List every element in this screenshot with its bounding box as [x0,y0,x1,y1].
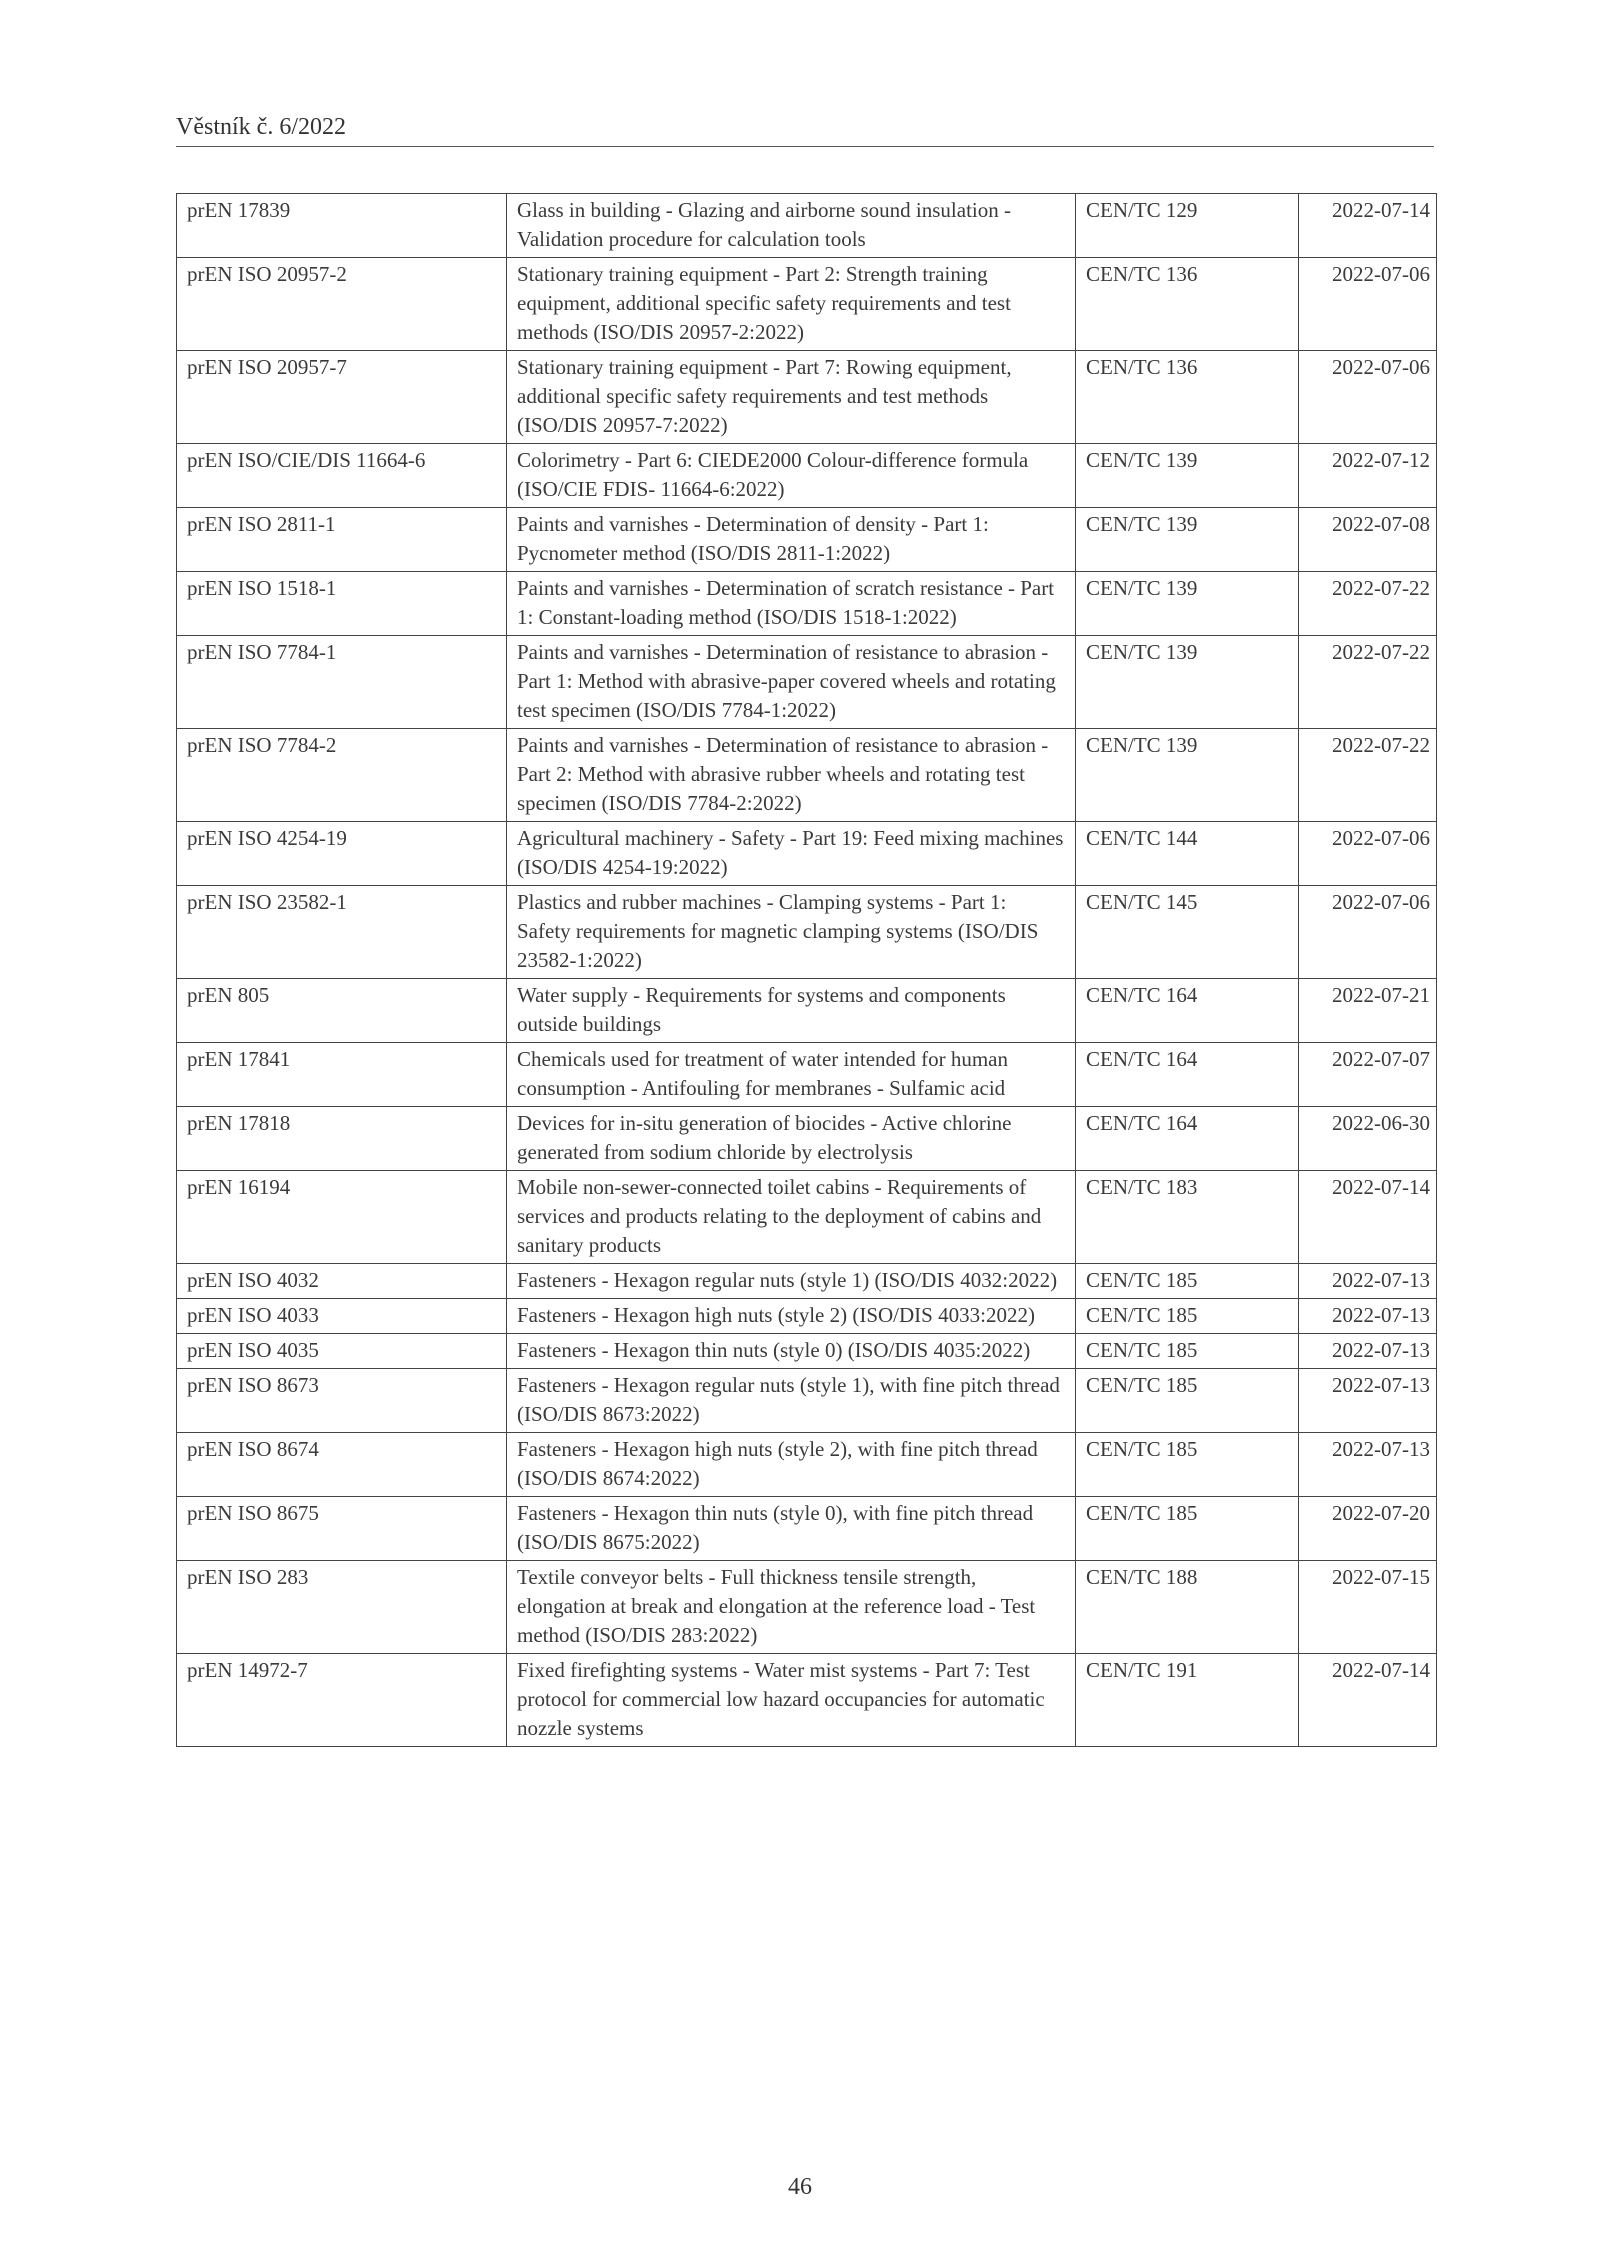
table-row [177,822,1437,886]
deadline-date-cell: 2022-07-15 [1299,1561,1437,1654]
deadline-date-cell: 2022-07-08 [1299,508,1437,572]
deadline-date-cell: 2022-07-06 [1299,351,1437,444]
deadline-date-cell: 2022-07-13 [1299,1334,1437,1369]
table-row [177,1654,1437,1747]
standard-code-cell: prEN ISO/CIE/DIS 11664-6 [177,444,507,508]
technical-committee-cell: CEN/TC 144 [1076,822,1299,886]
technical-committee-cell: CEN/TC 164 [1076,1043,1299,1107]
technical-committee-cell: CEN/TC 145 [1076,886,1299,979]
standards-table [176,193,1437,1747]
technical-committee-cell: CEN/TC 164 [1076,979,1299,1043]
standard-title-cell: Water supply - Requirements for systems and components outside buildings [507,979,1076,1043]
standard-title-cell: Mobile non-sewer-connected toilet cabins - Requirements of services and products relating to the deployment of cabins and sanitary products [507,1171,1076,1264]
deadline-date-cell: 2022-07-21 [1299,979,1437,1043]
deadline-date-cell: 2022-07-13 [1299,1369,1437,1433]
table-row [177,508,1437,572]
technical-committee-cell: CEN/TC 185 [1076,1433,1299,1497]
technical-committee-cell: CEN/TC 136 [1076,351,1299,444]
deadline-date-cell: 2022-07-06 [1299,886,1437,979]
standard-code-cell: prEN ISO 1518-1 [177,572,507,636]
standard-code-cell: prEN ISO 20957-7 [177,351,507,444]
table-row [177,1433,1437,1497]
standard-code-cell: prEN ISO 8675 [177,1497,507,1561]
table-row [177,572,1437,636]
standard-title-cell: Fixed firefighting systems - Water mist systems - Part 7: Test protocol for commercial low hazard occupancies for automatic nozzle systems [507,1654,1076,1747]
standard-code-cell: prEN ISO 7784-2 [177,729,507,822]
standard-code-cell: prEN 17841 [177,1043,507,1107]
technical-committee-cell: CEN/TC 188 [1076,1561,1299,1654]
standard-title-cell: Colorimetry - Part 6: CIEDE2000 Colour-difference formula (ISO/CIE FDIS- 11664-6:2022) [507,444,1076,508]
table-row [177,1497,1437,1561]
standard-title-cell: Stationary training equipment - Part 2: Strength training equipment, additional specific safety requirements and test methods (ISO/DIS 20957-2:2022) [507,258,1076,351]
table-row [177,258,1437,351]
deadline-date-cell: 2022-07-13 [1299,1433,1437,1497]
technical-committee-cell: CEN/TC 185 [1076,1334,1299,1369]
technical-committee-cell: CEN/TC 139 [1076,636,1299,729]
standard-title-cell: Fasteners - Hexagon regular nuts (style 1) (ISO/DIS 4032:2022) [507,1264,1076,1299]
table-row [177,1369,1437,1433]
technical-committee-cell: CEN/TC 136 [1076,258,1299,351]
standard-code-cell: prEN 805 [177,979,507,1043]
deadline-date-cell: 2022-07-14 [1299,1654,1437,1747]
technical-committee-cell: CEN/TC 139 [1076,444,1299,508]
standard-title-cell: Paints and varnishes - Determination of resistance to abrasion - Part 2: Method with abrasive rubber wheels and rotating test specimen (ISO/DIS 7784-2:2022) [507,729,1076,822]
page-header [176,112,1434,147]
standard-title-cell: Paints and varnishes - Determination of scratch resistance - Part 1: Constant-loading method (ISO/DIS 1518-1:2022) [507,572,1076,636]
standard-title-cell: Paints and varnishes - Determination of resistance to abrasion - Part 1: Method with abrasive-paper covered wheels and rotating test specimen (ISO/DIS 7784-1:2022) [507,636,1076,729]
technical-committee-cell: CEN/TC 139 [1076,508,1299,572]
deadline-date-cell: 2022-07-22 [1299,729,1437,822]
deadline-date-cell: 2022-07-12 [1299,444,1437,508]
standard-title-cell: Fasteners - Hexagon high nuts (style 2), with fine pitch thread (ISO/DIS 8674:2022) [507,1433,1076,1497]
technical-committee-cell: CEN/TC 185 [1076,1264,1299,1299]
standard-title-cell: Agricultural machinery - Safety - Part 19: Feed mixing machines (ISO/DIS 4254-19:2022) [507,822,1076,886]
table-row [177,1334,1437,1369]
standard-code-cell: prEN ISO 20957-2 [177,258,507,351]
standard-code-cell: prEN ISO 8673 [177,1369,507,1433]
technical-committee-cell: CEN/TC 139 [1076,572,1299,636]
standard-title-cell: Devices for in-situ generation of biocides - Active chlorine generated from sodium chloride by electrolysis [507,1107,1076,1171]
table-row [177,636,1437,729]
deadline-date-cell: 2022-07-14 [1299,1171,1437,1264]
standard-code-cell: prEN ISO 23582-1 [177,886,507,979]
technical-committee-cell: CEN/TC 185 [1076,1497,1299,1561]
table-row [177,886,1437,979]
standard-code-cell: prEN ISO 8674 [177,1433,507,1497]
technical-committee-cell: CEN/TC 129 [1076,194,1299,258]
header-title: Věstník č. 6/2022 [176,114,346,140]
deadline-date-cell: 2022-07-07 [1299,1043,1437,1107]
technical-committee-cell: CEN/TC 139 [1076,729,1299,822]
standard-title-cell: Fasteners - Hexagon regular nuts (style 1), with fine pitch thread (ISO/DIS 8673:2022) [507,1369,1076,1433]
deadline-date-cell: 2022-07-14 [1299,194,1437,258]
standard-title-cell: Plastics and rubber machines - Clamping systems - Part 1: Safety requirements for magnetic clamping systems (ISO/DIS 23582-1:2022) [507,886,1076,979]
technical-committee-cell: CEN/TC 191 [1076,1654,1299,1747]
deadline-date-cell: 2022-07-20 [1299,1497,1437,1561]
deadline-date-cell: 2022-07-22 [1299,572,1437,636]
table-row [177,1299,1437,1334]
table-row [177,1107,1437,1171]
standard-code-cell: prEN ISO 7784-1 [177,636,507,729]
standard-code-cell: prEN 17818 [177,1107,507,1171]
technical-committee-cell: CEN/TC 183 [1076,1171,1299,1264]
table-row [177,194,1437,258]
table-body [177,194,1437,1747]
deadline-date-cell: 2022-07-06 [1299,258,1437,351]
standard-code-cell: prEN ISO 4035 [177,1334,507,1369]
standard-code-cell: prEN 17839 [177,194,507,258]
standard-code-cell: prEN ISO 4254-19 [177,822,507,886]
technical-committee-cell: CEN/TC 185 [1076,1299,1299,1334]
standard-title-cell: Paints and varnishes - Determination of density - Part 1: Pycnometer method (ISO/DIS 2811-1:2022) [507,508,1076,572]
table-row [177,729,1437,822]
table-row [177,979,1437,1043]
deadline-date-cell: 2022-07-22 [1299,636,1437,729]
technical-committee-cell: CEN/TC 185 [1076,1369,1299,1433]
standard-code-cell: prEN ISO 283 [177,1561,507,1654]
deadline-date-cell: 2022-07-13 [1299,1264,1437,1299]
table-row [177,1561,1437,1654]
deadline-date-cell: 2022-07-06 [1299,822,1437,886]
standard-title-cell: Fasteners - Hexagon thin nuts (style 0), with fine pitch thread (ISO/DIS 8675:2022) [507,1497,1076,1561]
table-row [177,444,1437,508]
table-row [177,1264,1437,1299]
page-number: 46 [788,2174,812,2200]
deadline-date-cell: 2022-07-13 [1299,1299,1437,1334]
table-row [177,1043,1437,1107]
standard-code-cell: prEN ISO 2811-1 [177,508,507,572]
standard-code-cell: prEN 16194 [177,1171,507,1264]
standard-title-cell: Chemicals used for treatment of water intended for human consumption - Antifouling for membranes - Sulfamic acid [507,1043,1076,1107]
standard-title-cell: Stationary training equipment - Part 7: Rowing equipment, additional specific safety requirements and test methods (ISO/DIS 20957-7:2022) [507,351,1076,444]
standard-code-cell: prEN ISO 4033 [177,1299,507,1334]
table-row [177,351,1437,444]
standard-title-cell: Textile conveyor belts - Full thickness tensile strength, elongation at break and elongation at the reference load - Test method (ISO/DIS 283:2022) [507,1561,1076,1654]
standard-code-cell: prEN 14972-7 [177,1654,507,1747]
standard-title-cell: Glass in building - Glazing and airborne sound insulation - Validation procedure for calculation tools [507,194,1076,258]
table-row [177,1171,1437,1264]
deadline-date-cell: 2022-06-30 [1299,1107,1437,1171]
standard-title-cell: Fasteners - Hexagon high nuts (style 2) (ISO/DIS 4033:2022) [507,1299,1076,1334]
standard-title-cell: Fasteners - Hexagon thin nuts (style 0) (ISO/DIS 4035:2022) [507,1334,1076,1369]
standard-code-cell: prEN ISO 4032 [177,1264,507,1299]
technical-committee-cell: CEN/TC 164 [1076,1107,1299,1171]
